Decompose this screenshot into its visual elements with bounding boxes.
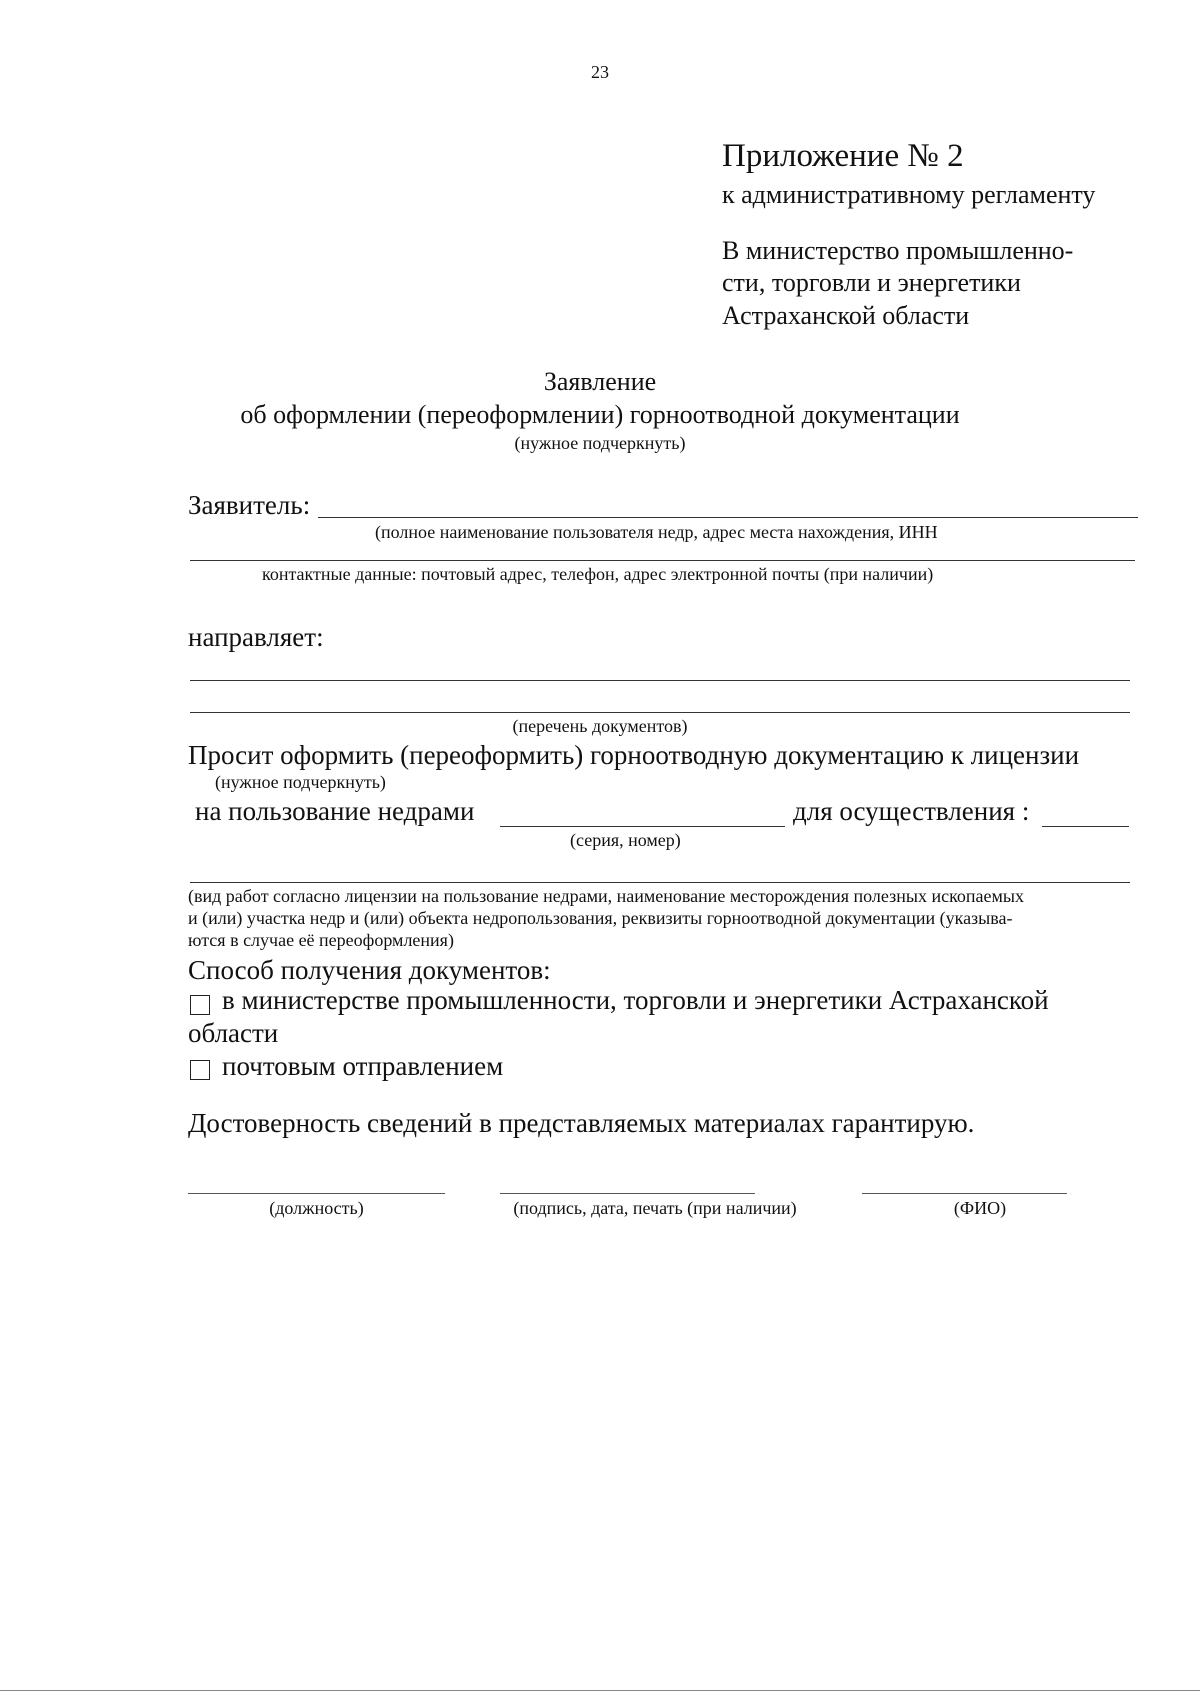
applicant-contact-hint: контактные данные: почтовый адрес, телефон, адрес электронной почты (при наличии) <box>262 564 934 584</box>
document-title: Заявление <box>543 367 657 396</box>
appendix-subtitle: к административному регламенту <box>722 180 1096 209</box>
underline-note: (нужное подчеркнуть) <box>514 433 686 453</box>
guarantee-statement: Достоверность сведений в представляемых материалах гарантирую. <box>188 1108 975 1138</box>
work-hint-line: ются в случае её переоформления) <box>188 930 454 950</box>
documents-list-line[interactable] <box>190 712 1130 713</box>
document-subtitle: об оформлении (переоформлении) горноотводной документации <box>240 400 960 429</box>
documents-hint: (перечень документов) <box>512 716 688 736</box>
name-line[interactable] <box>862 1193 1067 1194</box>
delivery-post-label: почтовым отправлением <box>222 1051 504 1081</box>
page-number: 23 <box>591 62 609 82</box>
delivery-post-checkbox[interactable] <box>190 1060 210 1080</box>
license-number-line[interactable] <box>500 826 785 827</box>
signature-line[interactable] <box>500 1193 755 1194</box>
name-hint: (ФИО) <box>953 1198 1007 1218</box>
applicant-contact-line[interactable] <box>190 560 1135 561</box>
purpose-input-line[interactable] <box>1042 826 1129 827</box>
applicant-hint: (полное наименование пользователя недр, адрес места нахождения, ИНН <box>375 522 938 542</box>
sends-label: направляет: <box>188 622 324 652</box>
addressee-line: сти, торговли и энергетики <box>722 268 1021 297</box>
work-hint-line: и (или) участка недр и (или) объекта недропользования, реквизиты горноотводной документации (указыва- <box>188 908 1013 928</box>
documents-list-line[interactable] <box>190 680 1130 681</box>
appendix-title: Приложение № 2 <box>722 138 964 174</box>
work-hint-line: (вид работ согласно лицензии на пользование недрами, наименование месторождения полезных ископаемых <box>188 886 1025 906</box>
request-note: (нужное подчеркнуть) <box>215 772 386 792</box>
delivery-ministry-label: в министерстве промышленности, торговли и энергетики Астраханской <box>222 985 1049 1015</box>
position-line[interactable] <box>188 1193 445 1194</box>
signature-hint: (подпись, дата, печать (при наличии) <box>513 1198 797 1218</box>
addressee-line: Астраханской области <box>722 301 970 330</box>
applicant-input-line[interactable] <box>318 517 1138 518</box>
work-type-line[interactable] <box>190 882 1130 883</box>
applicant-label: Заявитель: <box>188 490 311 520</box>
series-hint: (серия, номер) <box>570 830 681 850</box>
delivery-label: Способ получения документов: <box>188 955 551 985</box>
license-label: на пользование недрами <box>195 796 475 826</box>
page-bottom-edge <box>0 1690 1200 1691</box>
request-text: Просит оформить (переоформить) горноотводную документацию к лицензии <box>188 740 1080 770</box>
delivery-ministry-label-cont: области <box>188 1018 279 1048</box>
addressee-line: В министерство промышленно- <box>722 236 1074 265</box>
purpose-label: для осуществления : <box>793 796 1030 826</box>
position-hint: (должность) <box>269 1198 364 1218</box>
delivery-ministry-checkbox[interactable] <box>190 995 210 1015</box>
